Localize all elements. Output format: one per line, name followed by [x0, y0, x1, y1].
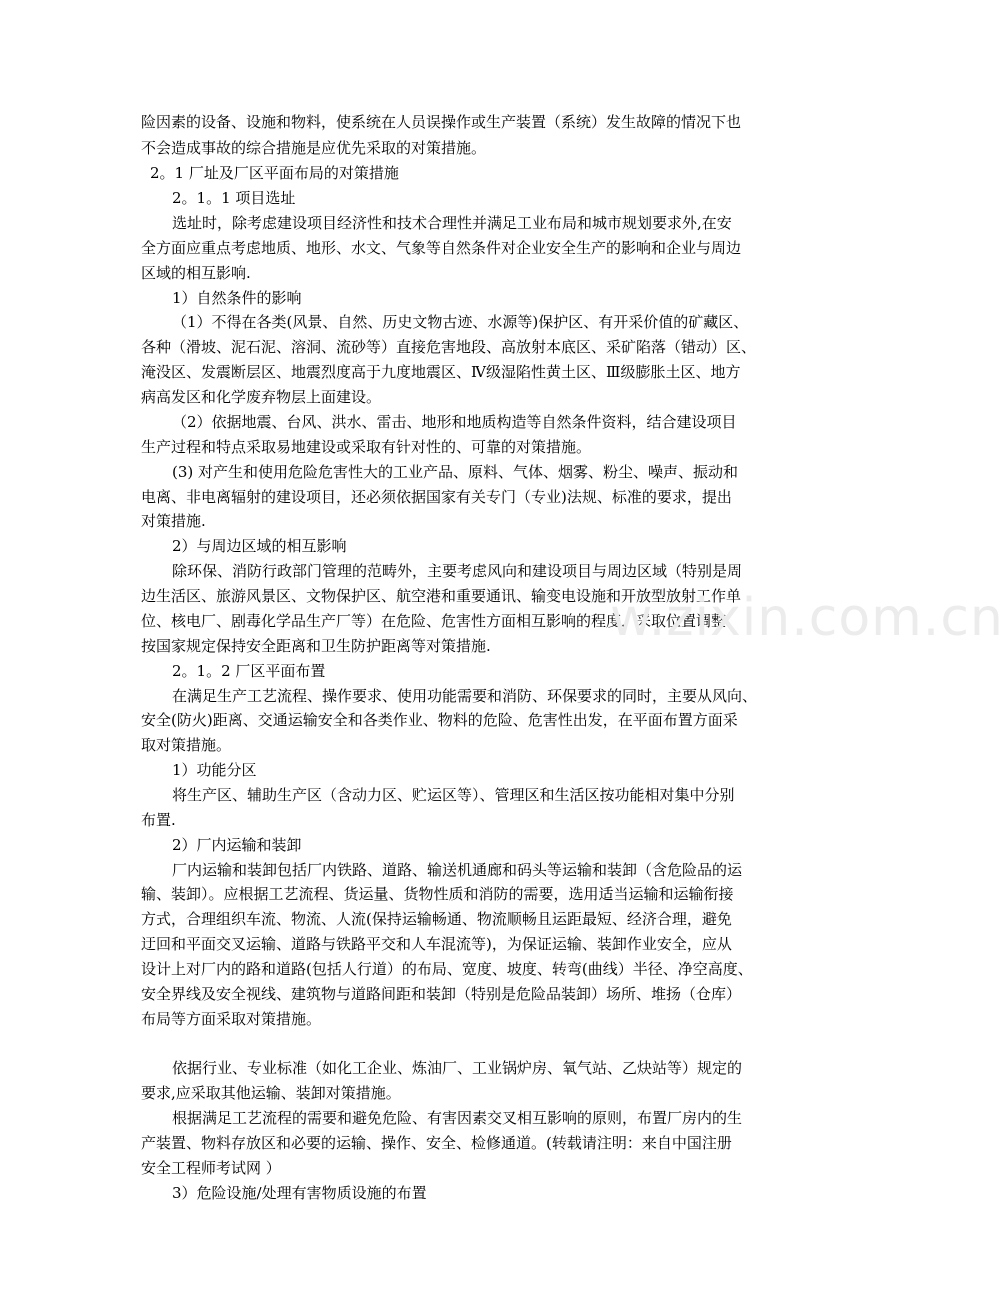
paragraph-line: 电离、非电离辐射的建设项目，还必须依据国家有关专门（专业)法规、标准的要求，提出 [141, 488, 732, 506]
paragraph-line: 全方面应重点考虑地质、地形、水文、气象等自然条件对企业安全生产的影响和企业与周边 [141, 239, 742, 257]
item-heading: 3）危险设施/处理有害物质设施的布置 [172, 1184, 427, 1202]
item-heading: 2）与周边区域的相互影响 [172, 537, 347, 555]
paragraph-line: 迂回和平面交叉运输、道路与铁路平交和人车混流等)，为保证运输、装卸作业安全，应从 [141, 935, 732, 953]
item-heading: 2）厂内运输和装卸 [172, 836, 302, 854]
paragraph-line: 根据满足工艺流程的需要和避免危险、有害因素交叉相互影响的原则，布置厂房内的生 [172, 1109, 743, 1127]
paragraph-line: 布局等方面采取对策措施。 [141, 1010, 322, 1028]
section-heading: 2。1 厂址及厂区平面布局的对策措施 [150, 164, 399, 182]
watermark-text: w.zixin.com.cn [610, 588, 1004, 648]
paragraph-line: 在满足生产工艺流程、操作要求、使用功能需要和消防、环保要求的同时，主要从风向、 [172, 687, 758, 705]
paragraph-line: 产装置、物料存放区和必要的运输、操作、安全、检修通道。(转载请注明：来自中国注册 [141, 1134, 732, 1152]
paragraph-line: 边生活区、旅游风景区、文物保护区、航空港和重要通讯、输变电设施和开放型放射工作单 [141, 587, 742, 605]
paragraph-line: 选址时，除考虑建设项目经济性和技术合理性并满足工业布局和城市规划要求外,在安 [172, 214, 732, 232]
paragraph-line: 方式，合理组织车流、物流、人流(保持运输畅通、物流顺畅且运距最短、经济合理，避免 [141, 910, 732, 928]
paragraph-line: （1）不得在各类(风景、自然、历史文物古迹、水源等)保护区、有开采价值的矿藏区、 [172, 313, 749, 331]
item-heading: 1）功能分区 [172, 761, 257, 779]
paragraph-line: 将生产区、辅助生产区（含动力区、贮运区等）、管理区和生活区按功能相对集中分别 [172, 786, 735, 804]
paragraph-line: 输、装卸）。应根据工艺流程、货运量、货物性质和消防的需要，选用适当运输和运输衔接 [141, 885, 734, 903]
paragraph-line: 按国家规定保持安全距离和卫生防护距离等对策措施. [141, 637, 491, 655]
subsection-heading: 2。1。1 项目选址 [172, 189, 296, 207]
paragraph-line: （2）依据地震、台风、洪水、雷击、地形和地质构造等自然条件资料，结合建设项目 [172, 413, 737, 431]
paragraph-line: 设计上对厂内的路和道路(包括人行道）的布局、宽度、坡度、转弯(曲线）半径、净空高度、 [141, 960, 753, 978]
paragraph-line: 安全工程师考试网 ） [141, 1159, 281, 1177]
item-heading: 1）自然条件的影响 [172, 289, 302, 307]
paragraph-line: 布置. [141, 811, 176, 829]
subsection-heading: 2。1。2 厂区平面布置 [172, 662, 326, 680]
paragraph-line: 厂内运输和装卸包括厂内铁路、道路、输送机通廊和码头等运输和装卸（含危险品的运 [172, 861, 743, 879]
paragraph-line: 安全界线及安全视线、建筑物与道路间距和装卸（特别是危险品装卸）场所、堆扬（仓库） [141, 985, 742, 1003]
paragraph-line: 淹没区、发震断层区、地震烈度高于九度地震区、Ⅳ级湿陷性黄土区、Ⅲ级膨胀土区、地方 [141, 363, 741, 381]
paragraph-line: 不会造成事故的综合措施是应优先采取的对策措施。 [141, 139, 487, 157]
paragraph-line: 区域的相互影响. [141, 264, 251, 282]
paragraph-line: (3) 对产生和使用危险危害性大的工业产品、原料、气体、烟雾、粉尘、噪声、振动和 [172, 463, 739, 481]
paragraph-line: 除环保、消防行政部门管理的范畴外，主要考虑风向和建设项目与周边区域（特别是周 [172, 562, 743, 580]
paragraph-line: 各种（滑坡、泥石泥、溶洞、流砂等）直接危害地段、高放射本底区、采矿陷落（错动）区、 [141, 338, 757, 356]
paragraph-line: 安全(防火)距离、交通运输安全和各类作业、物料的危险、危害性出发，在平面布置方面采 [141, 711, 738, 729]
paragraph-line: 对策措施. [141, 512, 206, 530]
paragraph-line: 险因素的设备、设施和物料，使系统在人员误操作或生产装置（系统）发生故障的情况下也 [141, 113, 742, 131]
paragraph-line: 病高发区和化学废弃物层上面建设。 [141, 388, 382, 406]
paragraph-line: 取对策措施。 [141, 736, 232, 754]
paragraph-line: 依据行业、专业标准（如化工企业、炼油厂、工业锅炉房、氧气站、乙炔站等）规定的 [172, 1059, 743, 1077]
paragraph-line: 生产过程和特点采取易地建设或采取有针对性的、可靠的对策措施。 [141, 438, 592, 456]
paragraph-line: 要求,应采取其他运输、装卸对策措施。 [141, 1084, 401, 1102]
paragraph-line: 位、核电厂、剧毒化学品生产厂等）在危险、危害性方面相互影响的程度，采取位置调整、 [141, 612, 742, 630]
